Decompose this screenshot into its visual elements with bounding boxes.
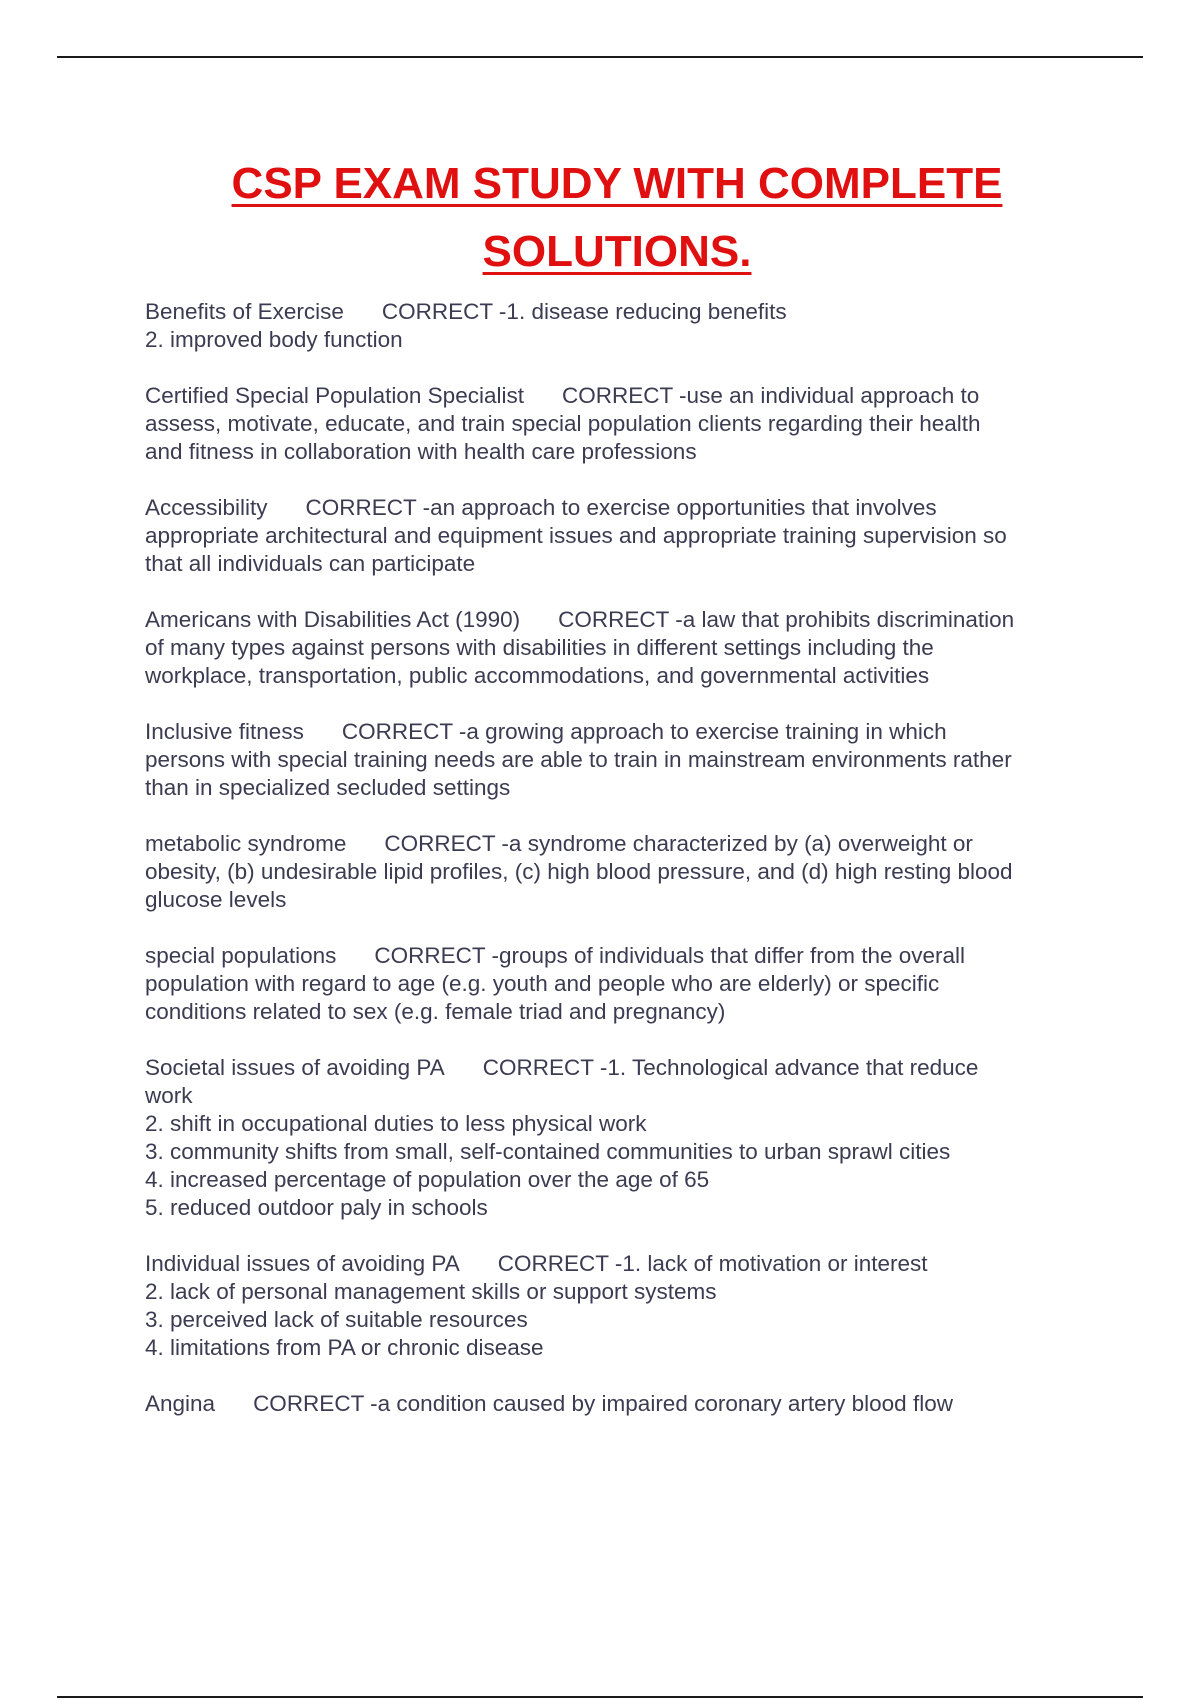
flashcard-entry xyxy=(145,1250,1095,1362)
entry-continuation-line: work xyxy=(145,1083,193,1108)
flashcard-entry xyxy=(145,298,1095,354)
entry-continuation-line: population with regard to age (e.g. youth and people who are elderly) or specific xyxy=(145,971,940,996)
entry-first-line xyxy=(145,1390,1095,1418)
entry-continuation-line: obesity, (b) undesirable lipid profiles, (c) high blood pressure, and (d) high resting blood xyxy=(145,859,1013,884)
entry-continuation-line: 3. community shifts from small, self-contained communities to urban sprawl cities xyxy=(145,1139,951,1164)
entry-first-line xyxy=(145,494,1095,522)
entry-continuation-line: appropriate architectural and equipment issues and appropriate training supervision so xyxy=(145,523,1007,548)
title-line-1: CSP EXAM STUDY WITH COMPLETE xyxy=(231,159,1003,208)
entry-continuation-line: of many types against persons with disabilities in different settings including the xyxy=(145,635,934,660)
footer-rule xyxy=(57,1696,1143,1698)
entry-continuation-line: 3. perceived lack of suitable resources xyxy=(145,1307,528,1332)
entry-term: Americans with Disabilities Act (1990) xyxy=(145,607,521,632)
entry-term: metabolic syndrome xyxy=(145,831,347,856)
header-rule xyxy=(57,56,1143,58)
entry-continuation-line: workplace, transportation, public accommodations, and governmental activities xyxy=(145,663,930,688)
entry-answer: CORRECT -use an individual approach to xyxy=(561,383,980,408)
entry-continuation-line: than in specialized secluded settings xyxy=(145,775,511,800)
entry-continuation-line: 2. improved body function xyxy=(145,327,403,352)
entry-first-line xyxy=(145,1054,1095,1082)
flashcard-entry xyxy=(145,718,1095,802)
entry-term: Certified Special Population Specialist xyxy=(145,383,524,408)
entry-continuation-line: 4. increased percentage of population over the age of 65 xyxy=(145,1167,710,1192)
entry-first-line xyxy=(145,298,1095,326)
entry-answer: CORRECT -a growing approach to exercise training in which xyxy=(341,719,947,744)
entry-term: Benefits of Exercise xyxy=(145,299,344,324)
document-title xyxy=(0,150,1200,286)
entry-continuation-line: 4. limitations from PA or chronic disease xyxy=(145,1335,544,1360)
entry-answer: CORRECT -an approach to exercise opportunities that involves xyxy=(305,495,937,520)
entry-continuation-line: that all individuals can participate xyxy=(145,551,476,576)
entry-answer: CORRECT -a condition caused by impaired coronary artery blood flow xyxy=(253,1391,953,1416)
entry-continuation-line: persons with special training needs are able to train in mainstream environments rather xyxy=(145,747,1012,772)
entry-continuation-line: 2. shift in occupational duties to less physical work xyxy=(145,1111,647,1136)
entry-term: Accessibility xyxy=(145,495,268,520)
flashcard-entry xyxy=(145,382,1095,466)
flashcard-entry xyxy=(145,494,1095,578)
flashcard-entry xyxy=(145,830,1095,914)
entry-answer: CORRECT -1. lack of motivation or interest xyxy=(497,1251,928,1276)
entry-continuation-line: 2. lack of personal management skills or support systems xyxy=(145,1279,717,1304)
flashcard-list xyxy=(145,298,1095,1446)
entry-first-line xyxy=(145,830,1095,858)
entry-first-line xyxy=(145,942,1095,970)
entry-continuation-line: 5. reduced outdoor paly in schools xyxy=(145,1195,488,1220)
entry-term: Individual issues of avoiding PA xyxy=(145,1251,460,1276)
entry-answer: CORRECT -1. Technological advance that reduce xyxy=(482,1055,979,1080)
entry-answer: CORRECT -1. disease reducing benefits xyxy=(381,299,787,324)
entry-term: Angina xyxy=(145,1391,216,1416)
flashcard-entry xyxy=(145,606,1095,690)
entry-continuation-line: glucose levels xyxy=(145,887,287,912)
flashcard-entry xyxy=(145,942,1095,1026)
entry-first-line xyxy=(145,718,1095,746)
entry-answer: CORRECT -a law that prohibits discrimination xyxy=(558,607,1015,632)
entry-term: special populations xyxy=(145,943,337,968)
flashcard-entry xyxy=(145,1054,1095,1222)
entry-term: Inclusive fitness xyxy=(145,719,304,744)
entry-term: Societal issues of avoiding PA xyxy=(145,1055,445,1080)
title-line-2: SOLUTIONS. xyxy=(482,227,752,276)
entry-continuation-line: assess, motivate, educate, and train special population clients regarding their health xyxy=(145,411,981,436)
entry-first-line xyxy=(145,382,1095,410)
entry-continuation-line: conditions related to sex (e.g. female triad and pregnancy) xyxy=(145,999,726,1024)
entry-answer: CORRECT -a syndrome characterized by (a) overweight or xyxy=(384,831,973,856)
entry-continuation-line: and fitness in collaboration with health care professions xyxy=(145,439,697,464)
entry-first-line xyxy=(145,606,1095,634)
flashcard-entry xyxy=(145,1390,1095,1418)
entry-first-line xyxy=(145,1250,1095,1278)
entry-answer: CORRECT -groups of individuals that differ from the overall xyxy=(374,943,966,968)
